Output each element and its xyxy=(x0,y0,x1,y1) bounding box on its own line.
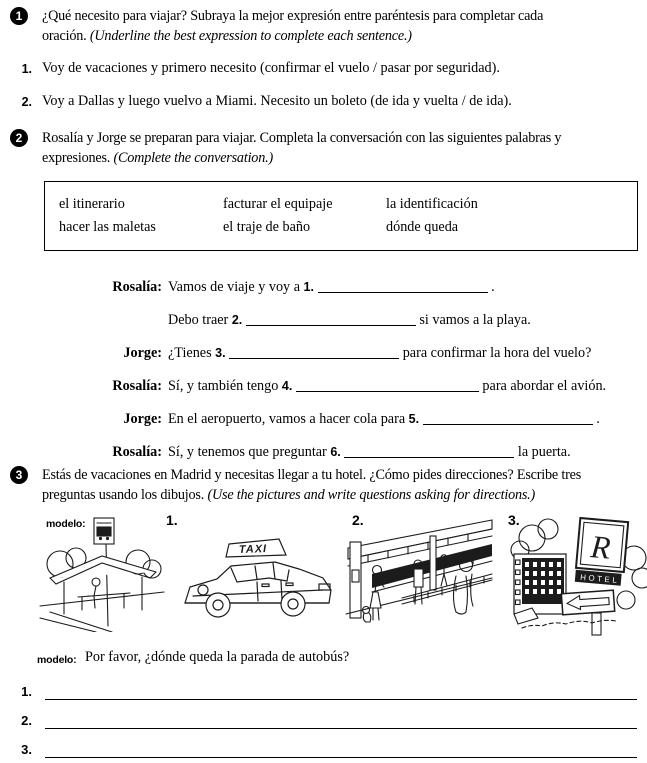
picture-label-3: 3. xyxy=(508,512,520,528)
dialogue-line xyxy=(168,310,531,330)
dialogue-line xyxy=(168,442,571,462)
exercise-3-instructions-es: Estás de vacaciones en Madrid y necesitas llegar a tu hotel. ¿Cómo pides direcciones? Escribe tres preguntas usando los dibujos. xyxy=(42,467,582,503)
line-text-before: ¿Tienes xyxy=(168,345,212,361)
word-bank-box xyxy=(44,181,638,251)
word-bank-term: el traje de baño xyxy=(223,219,311,235)
line-text-after: la puerta. xyxy=(517,444,571,460)
answer-number: 3. xyxy=(21,742,32,757)
blank-number: 5. xyxy=(408,412,420,426)
line-text-before: Vamos de viaje y voy a xyxy=(168,279,300,295)
line-text-after: . xyxy=(491,279,495,295)
item-text: Voy de vacaciones y primero necesito (confirmar el vuelo / pasar por seguridad). xyxy=(42,60,500,76)
dialogue-row-1 xyxy=(10,277,639,297)
picture-row xyxy=(10,508,639,638)
blank-number: 3. xyxy=(215,346,226,360)
word-bank-term: el itinerario xyxy=(59,196,125,212)
word-bank-row xyxy=(45,193,637,216)
hotel-drawing xyxy=(506,512,647,636)
dialogue-blank-3[interactable] xyxy=(229,347,399,359)
modelo-answer-label: modelo: xyxy=(37,654,77,666)
exercise-2 xyxy=(10,128,639,462)
speaker-name: Jorge: xyxy=(123,411,162,427)
exercise-3-header xyxy=(10,465,639,505)
exercise-1-instructions-en: (Underline the best expression to complete each sentence.) xyxy=(89,28,412,44)
exercise-1 xyxy=(10,6,639,112)
exercise-2-header xyxy=(10,128,639,168)
exercise-3 xyxy=(10,465,639,758)
answer-row-3 xyxy=(10,742,639,758)
word-bank-term: la identificación xyxy=(386,196,478,212)
blank-number: 4. xyxy=(281,379,293,393)
dialogue-blank-5[interactable] xyxy=(423,413,593,425)
line-text-before: Debo traer xyxy=(168,312,229,328)
exercise-2-instructions-en: (Complete the conversation.) xyxy=(113,150,273,166)
line-text-before: En el aeropuerto, vamos a hacer cola para xyxy=(168,411,406,427)
item-number: 2. xyxy=(21,95,32,109)
dialogue-blank-6[interactable] xyxy=(344,446,514,458)
item-text: Voy a Dallas y luego vuelvo a Miami. Necesito un boleto (de ida y vuelta / de ida). xyxy=(42,93,512,109)
line-text-after: para abordar el avión. xyxy=(482,378,607,394)
line-text-after: si vamos a la playa. xyxy=(419,312,531,328)
line-text-before: Sí, y también tengo xyxy=(168,378,279,394)
speaker-name: Rosalía: xyxy=(112,279,162,295)
word-bank-term: hacer las maletas xyxy=(59,219,156,235)
speaker-name: Rosalía: xyxy=(112,378,162,394)
exercise-2-instructions-es: Rosalía y Jorge se preparan para viajar. Completa la conversación con las siguientes palabras y expresiones. xyxy=(42,130,562,166)
exercise-1-header xyxy=(10,6,639,46)
dialogue-row-6 xyxy=(10,442,639,462)
answer-row-2 xyxy=(10,713,639,729)
speaker-name xyxy=(10,310,162,330)
dialogue-blank-2[interactable] xyxy=(246,314,416,326)
line-text-after: . xyxy=(596,411,600,427)
hotel-logo-letter: R xyxy=(589,528,612,566)
answer-line-1[interactable] xyxy=(45,686,637,700)
taxi-sign-text: TAXI xyxy=(238,543,268,556)
speaker-name: Rosalía: xyxy=(112,444,162,460)
blank-number: 6. xyxy=(330,445,341,459)
exercise-1-item-2 xyxy=(10,91,639,112)
taxi-drawing xyxy=(173,526,341,634)
picture-label-1: 1. xyxy=(166,512,178,528)
exercise-3-number-badge: 3 xyxy=(10,466,28,484)
item-number: 1. xyxy=(21,62,32,76)
exercise-1-instructions-es: ¿Qué necesito para viajar? Subraya la mejor expresión entre paréntesis para completar cada oración. xyxy=(42,8,544,44)
dialogue-line xyxy=(168,376,606,396)
dialogue-line xyxy=(168,343,591,363)
modelo-picture-label: modelo: xyxy=(46,518,86,530)
picture-label-2: 2. xyxy=(352,512,364,528)
answer-line-3[interactable] xyxy=(45,744,637,758)
word-bank-row xyxy=(45,216,637,239)
train-station-drawing xyxy=(344,514,496,634)
speaker-name: Jorge: xyxy=(123,345,162,361)
exercise-3-instructions-en: (Use the pictures and write questions asking for directions.) xyxy=(207,487,536,503)
dialogue-line xyxy=(168,277,495,297)
dialogue-row-4 xyxy=(10,376,639,396)
dialogue-row-5 xyxy=(10,409,639,429)
word-bank-term: dónde queda xyxy=(386,219,459,235)
exercise-2-instructions xyxy=(42,128,587,168)
dialogue-row-3 xyxy=(10,343,639,363)
dialogue xyxy=(10,277,639,462)
dialogue-blank-1[interactable] xyxy=(318,281,488,293)
line-text-after: para confirmar la hora del vuelo? xyxy=(402,345,592,361)
dialogue-blank-4[interactable] xyxy=(296,380,479,392)
line-text-before: Sí, y tenemos que preguntar xyxy=(168,444,327,460)
exercise-1-number-badge: 1 xyxy=(10,7,28,25)
exercise-3-instructions xyxy=(42,465,634,505)
dialogue-line xyxy=(168,409,600,429)
modelo-answer-row xyxy=(10,647,639,670)
exercise-2-number-badge: 2 xyxy=(10,129,28,147)
answer-line-2[interactable] xyxy=(45,715,637,729)
answer-number: 2. xyxy=(21,713,32,728)
exercise-1-instructions xyxy=(42,6,587,46)
modelo-answer-text: Por favor, ¿dónde queda la parada de autobús? xyxy=(85,649,350,665)
word-bank-term: facturar el equipaje xyxy=(223,196,333,212)
answer-row-1 xyxy=(10,684,639,700)
blank-number: 1. xyxy=(303,280,314,294)
blank-number: 2. xyxy=(231,313,243,327)
answer-number: 1. xyxy=(21,684,32,699)
hotel-sign-text: HOTEL xyxy=(579,572,620,586)
bus-stop-drawing xyxy=(38,516,166,632)
exercise-1-item-1 xyxy=(10,58,639,79)
dialogue-row-2 xyxy=(10,310,639,330)
